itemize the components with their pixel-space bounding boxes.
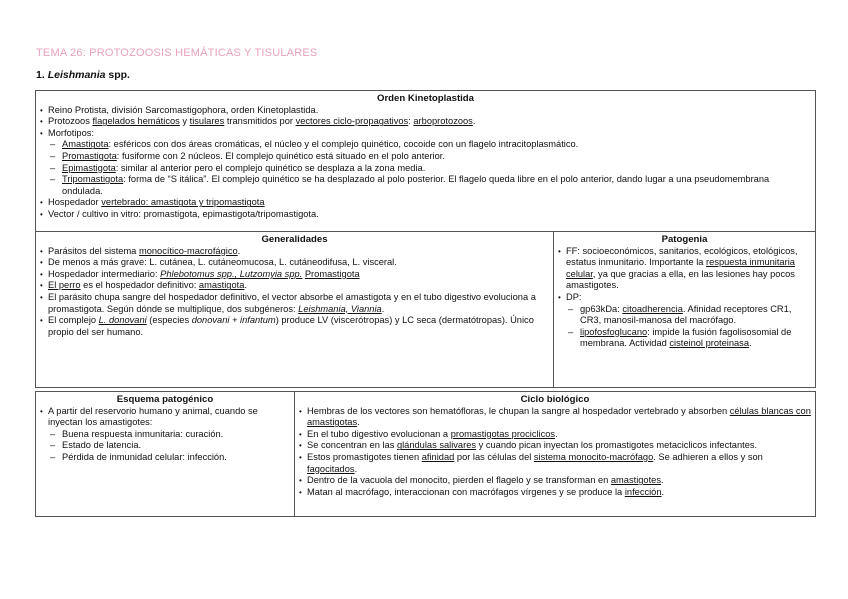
- kinetoplastida-title: Orden Kinetoplastida: [376, 93, 474, 104]
- list-item: • Reino Protista, división Sarcomastigophora, orden Kinetoplastida.: [40, 105, 811, 117]
- list-item: • Estos promastigotes tienen afinidad por las células del sistema monocito-macrófago. Se adhieren a ellos y son fagocitados.: [299, 452, 811, 475]
- list-item: • Se concentran en las glándulas salivares y cuando pican inyectan los promastigotes metaciclicos infectantes.: [299, 440, 811, 452]
- list-item: – lipofosfoglucano: impide la fusión fagolisosomial de membrana. Actividad cisteinol proteinasa.: [558, 327, 811, 350]
- list-item: • A partir del reservorio humano y animal, cuando se inyectan los amastigotes:: [40, 406, 290, 429]
- list-item: – Tripomastigota: forma de “S itálica”. El complejo quinético se ha desplazado al polo posterior. El flagelo queda libre en el polo anterior, dando lugar a una pseudomembrana ondulada.: [40, 174, 811, 197]
- list-item: • El complejo L. donovani (especies donovani + infantum) produce LV (viscerótropas) y LC seca (dermatótropas). Único propio del ser humano.: [40, 315, 549, 338]
- list-item: • Vector / cultivo in vitro: promastigota, epimastigota/tripomastigota.: [40, 209, 811, 221]
- list-item: • Matan al macrófago, interaccionan con macrófagos vírgenes y se produce la infección.: [299, 487, 811, 499]
- list-item: – Promastigota: fusiforme con 2 núcleos. El complejo quinético está situado en el polo anterior.: [40, 151, 811, 163]
- list-item: • En el tubo digestivo evolucionan a promastigotas prociclicos.: [299, 429, 811, 441]
- list-item: – Amastigota: esféricos con dos áreas cromáticas, el núcleo y el complejo quinético, cocoide con un flagelo intracitoplasmático.: [40, 139, 811, 151]
- list-item: – Estado de latencia.: [40, 440, 290, 452]
- list-item: – Epimastigota: similar al anterior pero el complejo quinético se desplaza a la zona media.: [40, 163, 811, 175]
- list-item: • Hembras de los vectores son hematófloras, le chupan la sangre al hospedador vertebrado y absorben células blancas con amastigotas.: [299, 406, 811, 429]
- list-item: • El perro es el hospedador definitivo: amastigota.: [40, 280, 549, 292]
- ciclo-box: [294, 391, 816, 517]
- esquema-box: [35, 391, 295, 517]
- section-title: 1. Leishmania spp.: [36, 69, 130, 81]
- generalidades-title: Generalidades: [261, 234, 328, 245]
- list-item: • De menos a más grave: L. cutánea, L. cutáneomucosa, L. cutáneodifusa, L. visceral.: [40, 257, 549, 269]
- patogenia-title: Patogenia: [661, 234, 708, 245]
- list-item: • DP:: [558, 292, 811, 304]
- ciclo-title: Ciclo biológico: [520, 394, 590, 405]
- list-item: – gp63kDa: citoadherencia. Afinidad receptores CR1, CR3, manosil-manosa del macrófago.: [558, 304, 811, 327]
- page-title: TEMA 26: PROTOZOOSIS HEMÁTICAS Y TISULARES: [36, 47, 318, 59]
- generalidades-box: [35, 231, 554, 388]
- list-item: • Dentro de la vacuola del monocito, pierden el flagelo y se transforman en amastigotes.: [299, 475, 811, 487]
- kinetoplastida-box: [35, 90, 816, 232]
- list-item: • Protozoos flagelados hemáticos y tisulares transmitidos por vectores ciclo-propagativos: arboprotozoos.: [40, 116, 811, 128]
- list-item: • Hospedador intermediario: Phlebotomus spp., Lutzomyia spp. Promastigota: [40, 269, 549, 281]
- list-item: • FF: socioeconómicos, sanitarios, ecológicos, etológicos, estatus inmunitario. Importante la respuesta inmunitaria celular, ya que gracias a ella, en las lesiones hay pocos amastigotes.: [558, 246, 811, 292]
- esquema-title: Esquema patogénico: [116, 394, 214, 405]
- list-item: • Morfotipos:: [40, 128, 811, 140]
- patogenia-box: [553, 231, 816, 388]
- list-item: – Pérdida de inmunidad celular: infección.: [40, 452, 290, 464]
- list-item: • Parásitos del sistema monocítico-macrofágico.: [40, 246, 549, 258]
- list-item: – Buena respuesta inmunitaria: curación.: [40, 429, 290, 441]
- list-item: • El parásito chupa sangre del hospedador definitivo, el vector absorbe el amastigota y en el tubo digestivo evoluciona a promastigota. Según dónde se multiplique, dos subgéneros: Leishmania, Viannia.: [40, 292, 549, 315]
- list-item: • Hospedador vertebrado: amastigota y tripomastigota: [40, 197, 811, 209]
